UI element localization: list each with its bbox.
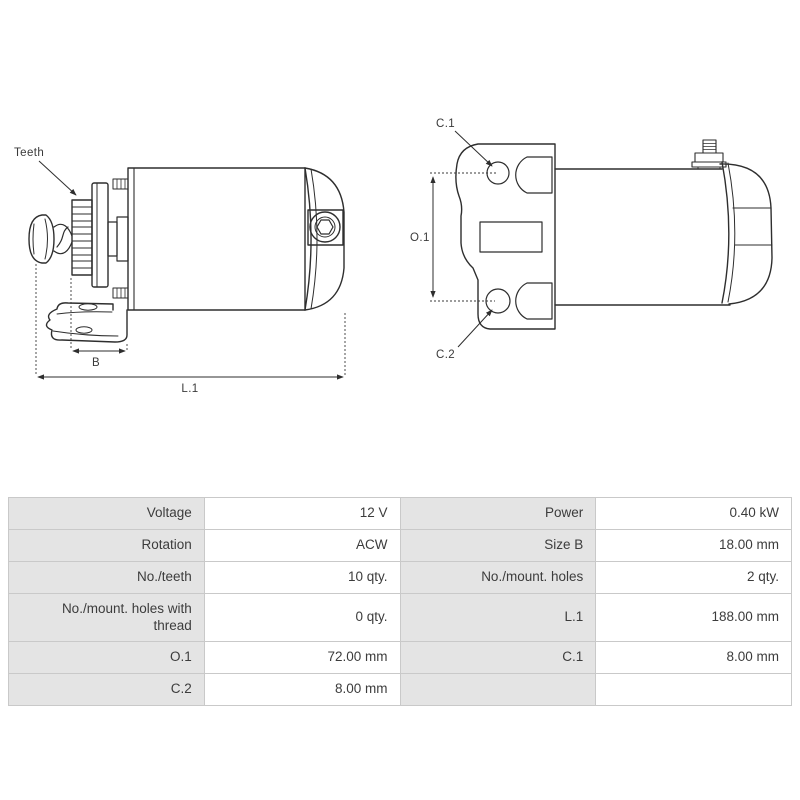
c1-leader-arrow [455, 131, 492, 166]
mounting-view-drawing [400, 100, 800, 400]
end-cap [305, 168, 344, 310]
spec-label-cell: Power [400, 498, 596, 530]
table-row [9, 594, 792, 642]
dim-c1-label: C.1 [436, 118, 456, 130]
spec-label-cell: Rotation [9, 530, 205, 562]
flange-notch-top [516, 157, 552, 193]
table-row [9, 642, 792, 674]
starter-motor-mounting-view [400, 100, 800, 400]
spec-label-cell: C.2 [9, 674, 205, 706]
spec-value-cell: 10 qty. [204, 562, 400, 594]
spec-value-cell: 188.00 mm [596, 594, 792, 642]
bolt-head-hex [317, 220, 333, 234]
flange-notch-bottom [516, 283, 552, 319]
spec-label-cell: C.1 [400, 642, 596, 674]
spec-label-cell: L.1 [400, 594, 596, 642]
pinion-gear [72, 200, 92, 275]
helical-shaft [54, 224, 72, 253]
spec-label-cell: O.1 [9, 642, 205, 674]
spec-value-cell: 12 V [204, 498, 400, 530]
spec-value-cell: 8.00 mm [596, 642, 792, 674]
dim-o1-label: O.1 [410, 232, 430, 244]
dim-b-label: B [91, 357, 101, 369]
spec-label-cell [400, 674, 596, 706]
spec-value-cell: ACW [204, 530, 400, 562]
spec-value-cell: 0 qty. [204, 594, 400, 642]
spec-value-cell [596, 674, 792, 706]
through-stud-top [113, 179, 128, 189]
table-row [9, 498, 792, 530]
mount-hole-c2 [486, 289, 510, 313]
spec-value-cell: 18.00 mm [596, 530, 792, 562]
spec-label-cell: Voltage [9, 498, 205, 530]
spec-label-cell: No./mount. holes with thread [9, 594, 205, 642]
table-row [9, 530, 792, 562]
flange-window [480, 222, 542, 252]
spec-value-cell: 8.00 mm [204, 674, 400, 706]
through-stud-bottom [113, 288, 128, 298]
spec-label-cell: No./mount. holes [400, 562, 596, 594]
specification-table [8, 497, 792, 706]
mounting-bracket [46, 303, 127, 342]
table-row [9, 562, 792, 594]
dim-c2-label: C.2 [436, 349, 456, 361]
spec-label-cell: No./teeth [9, 562, 205, 594]
spec-value-cell: 0.40 kW [596, 498, 792, 530]
dim-l1-label: L.1 [181, 383, 199, 395]
spec-value-cell: 2 qty. [596, 562, 792, 594]
end-cap [720, 162, 772, 304]
motor-body [128, 168, 305, 310]
side-view-drawing [0, 100, 400, 400]
teeth-leader-arrow [39, 161, 76, 195]
spec-value-cell: 72.00 mm [204, 642, 400, 674]
teeth-label: Teeth [14, 147, 45, 159]
motor-body [555, 169, 730, 305]
starter-motor-side-view [0, 100, 400, 400]
spec-label-cell: Size B [400, 530, 596, 562]
table-row [9, 674, 792, 706]
gear-backplate [92, 183, 108, 287]
